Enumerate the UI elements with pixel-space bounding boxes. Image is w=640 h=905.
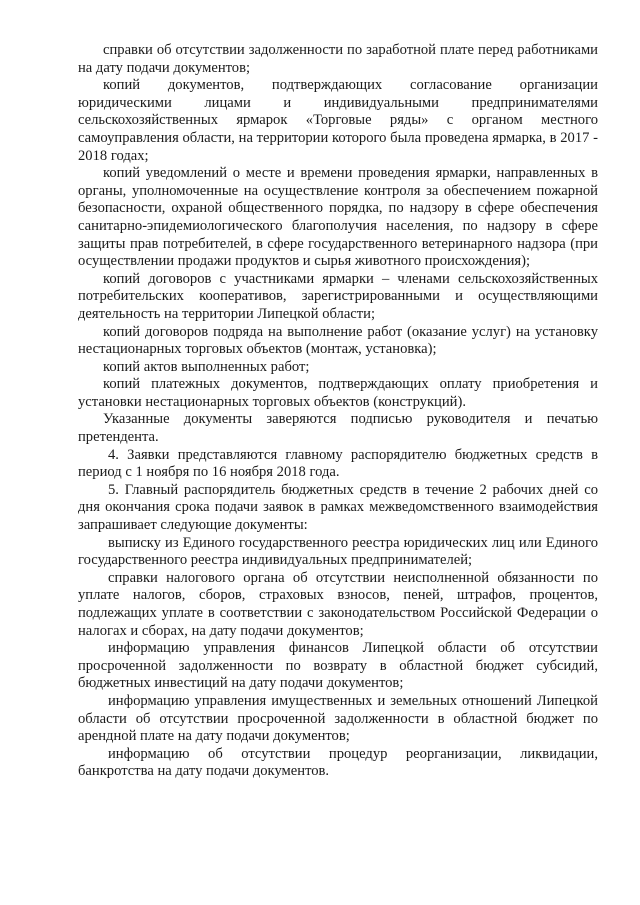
paragraph-participant-contract-copies: копий договоров с участниками ярмарки – членами сельскохозяйственных потребительских кооперативов, зарегистрированными и осуществляющими деятельность на территории Липецкой области; bbox=[78, 270, 598, 322]
paragraph-fair-notification-copies: копий уведомлений о месте и времени проведения ярмарки, направленных в органы, уполномоченные на осуществление контроля за обеспечением пожарной безопасности, охраной общественного порядка, по надзору в сфере обеспечения санитарно-эпидемиологического благополучия населения, по надзору в сфере защиты прав потребителей, в сфере государственного ветеринарного надзора (при осуществлении продажи продуктов и сырья животного происхождения); bbox=[78, 165, 598, 270]
paragraph-item-5-requested-documents: 5. Главный распорядитель бюджетных средств в течение 2 рабочих дней со дня окончания срока подачи заявок в рамках межведомственного взаимодействия запрашивает следующие документы: bbox=[78, 481, 598, 534]
paragraph-work-acts-copies: копий актов выполненных работ; bbox=[103, 358, 310, 375]
paragraph-reorganization-info: информацию об отсутствии процедур реорганизации, ликвидации, банкротства на дату подачи документов. bbox=[78, 745, 598, 780]
paragraph-payment-document-copies: копий платежных документов, подтверждающих оплату приобретения и установки нестационарных торговых объектов (конструкций). bbox=[78, 376, 598, 410]
paragraph-fair-approval-copies: копий документов, подтверждающих согласование организации юридическими лицами и индивидуальными предпринимателями сельскохозяйственных ярмарок «Торговые ряды» с органом местного самоуправления области, на территории которого была проведена ярмарка, в 2017 - 2018 годах; bbox=[78, 77, 598, 164]
paragraph-item-4-application-period: 4. Заявки представляются главному распорядителю бюджетных средств в период с 1 ноября по 16 ноября 2018 года. bbox=[78, 446, 598, 481]
paragraph-installation-contract-copies: копий договоров подряда на выполнение работ (оказание услуг) на установку нестационарных торговых объектов (монтаж, установка); bbox=[78, 323, 598, 358]
paragraph-property-department-info: информацию управления имущественных и земельных отношений Липецкой области об отсутствии просроченной задолженности в областной бюджет по арендной плате на дату подачи документов; bbox=[78, 692, 598, 745]
paragraph-certification-note: Указанные документы заверяются подписью руководителя и печатью претендента. bbox=[78, 411, 598, 446]
paragraph-salary-debt-certificates: справки об отсутствии задолженности по заработной плате перед работниками на дату подачи документов; bbox=[78, 42, 598, 76]
paragraph-finance-department-info: информацию управления финансов Липецкой области об отсутствии просроченной задолженности по возврату в областной бюджет субсидий, бюджетных инвестиций на дату подачи документов; bbox=[78, 640, 598, 692]
paragraph-registry-extract: выписку из Единого государственного реестра юридических лиц или Единого государственного реестра индивидуальных предпринимателей; bbox=[78, 534, 598, 569]
paragraph-tax-certificates: справки налогового органа об отсутствии неисполненной обязанности по уплате налогов, сборов, страховых взносов, пеней, штрафов, процентов, подлежащих уплате в соответствии с законодательством Российской Федерации о налогах и сборах, на дату подачи документов; bbox=[78, 569, 598, 639]
